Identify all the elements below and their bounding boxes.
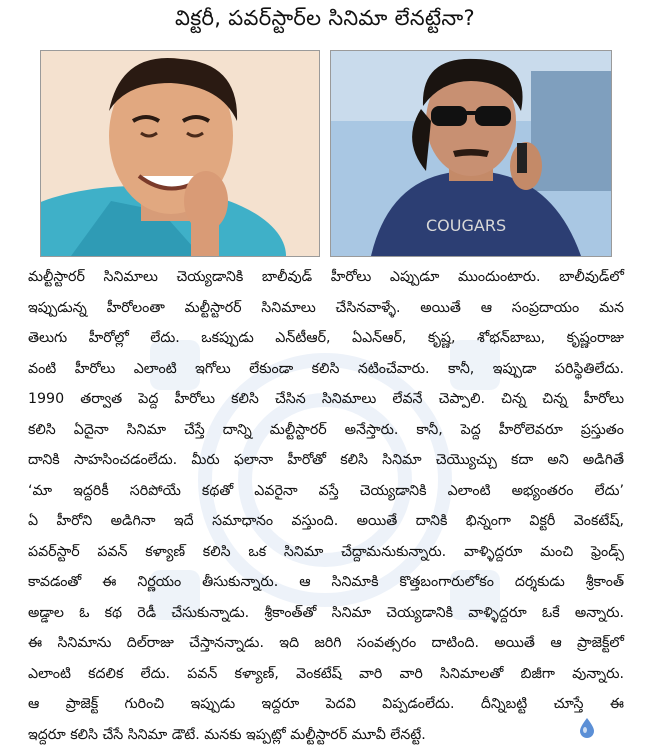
- article-line: ఆ ప్రాజెక్ట్ గురించి ఇప్పుడు ఇద్దరూ పెదవి విప్పడంలేదు. దీన్నిబట్టి చూస్తే ఈ: [28, 696, 624, 712]
- venkatesh-photo: [40, 50, 320, 257]
- water-drop-logo-icon: [576, 716, 598, 738]
- pawan-kalyan-photo: [330, 50, 612, 257]
- article-line: కలిసి ఏదైనా సినిమా చేస్తే దాన్ని మల్టీస్టారర్ అనేస్తారు. కానీ, పెద్ద హీరోలెవరూ ప్రస్తుతం: [28, 421, 624, 438]
- headline: విక్టరీ, పవర్‌స్టార్‌ల సినిమా లేనట్టేనా?: [175, 6, 475, 30]
- article-line: పవర్‌స్టార్ పవన్ కళ్యాణ్ కలిసి ఒక సినిమా చేద్దామనుకున్నారు. వాళ్ళిద్దరూ మంచి ఫ్రెండ్స్: [28, 543, 624, 560]
- article-body: [28, 262, 624, 750]
- article-line: ఏ హీరోని అడిగినా ఇదే సమాధానం వస్తుంది. అయితే దానికి భిన్నంగా విక్టరీ వెంకటేష్,: [28, 513, 624, 529]
- article-line: కావడంతో ఈ నిర్ణయం తీసుకున్నారు. ఆ సినిమాకి కొత్తబంగారులోకం దర్శకుడు శ్రీకాంత్: [28, 574, 624, 590]
- article-line: ఇప్పుడున్న హీరోలంతా మల్టీస్టారర్ సినిమాలు చేసినవాళ్ళే. అయితే ఆ సంప్రదాయం మన: [28, 299, 624, 316]
- article-line: ‘మా ఇద్దరికీ సరిపోయే కథతో ఎవరైనా వస్తే చెయ్యడానికి ఎలాంటి అభ్యంతరం లేదు’: [28, 482, 624, 499]
- article-line: దానికి సాహసించడంలేదు. మీరు ఫలానా హీరోతో కలిసి సినిమా చెయ్యొచ్చు కదా అని అడిగితే: [28, 452, 624, 468]
- article-line: తెలుగు హీరోల్లో లేదు. ఒకప్పుడు ఎన్‌టీఆర్, ఏఎన్ఆర్, కృష్ణ, శోభన్‌బాబు, కృష్ణంరాజు: [28, 330, 624, 346]
- article-line: అడ్డాల ఓ కథ రెడీ చేసుకున్నాడు. శ్రీకాంత్‌తో సినిమా చెయ్యడానికి వాళ్ళిద్దరూ ఓకే అన్నారు.: [28, 604, 624, 621]
- article-line: ఈ సినిమాను దిల్‌రాజు చేస్తానన్నాడు. ఇది జరిగి సంవత్సరం దాటింది. అయితే ఆ ప్రాజెక్ట్‌లో: [28, 635, 624, 651]
- shirt-text: COUGARS: [426, 216, 507, 235]
- article-line: మల్టీస్టారర్ సినిమాలు చెయ్యడానికి బాలీవుడ్ హీరోలు ఎప్పుడూ ముందుంటారు. బాలీవుడ్‌లో: [28, 269, 624, 285]
- article-line: ఇద్దరూ కలిసి చేసే సినిమా డౌటే. మనకు ఇప్పట్లో మల్టీస్టారర్ మూవీ లేనట్టే.: [28, 726, 426, 743]
- article-line: వంటి హీరోలు ఎలాంటి ఇగోలు లేకుండా కలిసి నటించేవారు. కానీ, ఇప్పుడా పరిస్థితిలేదు.: [28, 360, 624, 377]
- article-line: ఎలాంటి కదలిక లేదు. పవన్ కళ్యాణ్, వెంకటేష్ వారి వారి సినిమాలతో బిజీగా వున్నారు.: [28, 665, 624, 682]
- article-line: 1990 తర్వాత పెద్ద హీరోలు కలిసి చేసిన సినిమాలు లేవనే చెప్పాలి. చిన్న చిన్న హీరోలు: [28, 391, 624, 407]
